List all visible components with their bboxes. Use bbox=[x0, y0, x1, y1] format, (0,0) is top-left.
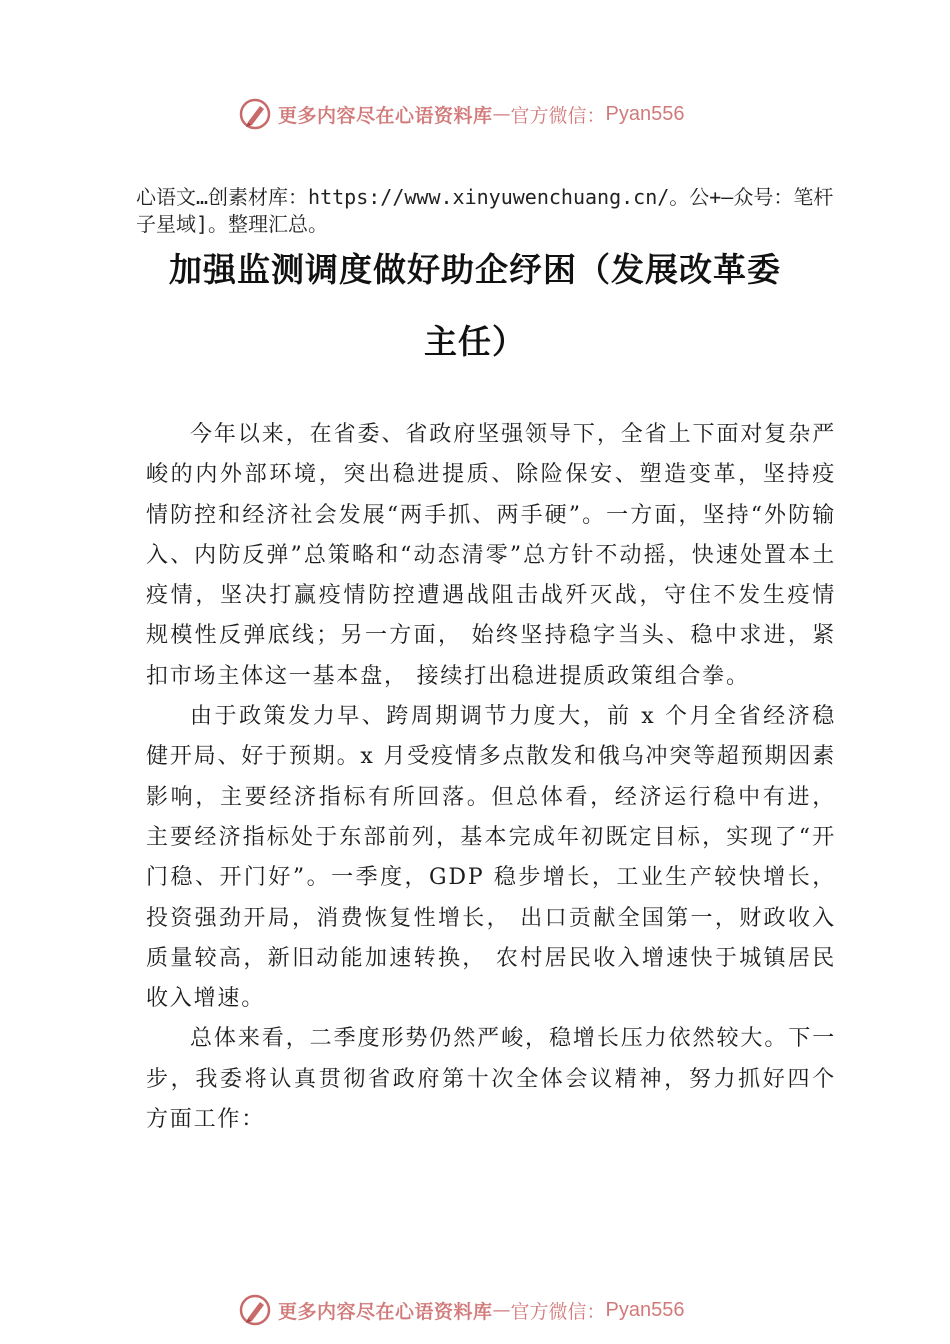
paragraph-2: 由于政策发力早、跨周期调节力度大，前 x 个月全省经济稳健开局、好于预期。x 月受疫情多点散发和俄乌冲突等超预期因素影响，主要经济指标有所回落。但总体看，经济运行稳中有进，主要经济指标处于东部前列，基本完成年初既定目标，实现了“开门稳、开门好”。一季度，GDP 稳步增长，工业生产较快增长，投资强劲开局，消费恢复性增长， 出口贡献全国第一，财政收入质量较高，新旧动能加速转换， 农村居民收入增速快于城镇居民收入增速。 bbox=[146, 704, 836, 1012]
footer-banner bbox=[238, 1290, 738, 1330]
page-title-line-1: 加强监测调度做好助企纾困（发展改革委 bbox=[169, 250, 781, 289]
paragraph-3: 总体来看，二季度形势仍然严峻，稳增长压力依然较大。下一步，我委将认真贯彻省政府第十次全体会议精神，努力抓好四个方面工作： bbox=[146, 1026, 836, 1133]
banner-wechat-id: Pyan556 bbox=[605, 1298, 685, 1321]
pen-logo-icon bbox=[238, 1293, 272, 1327]
pen-logo-icon bbox=[238, 97, 272, 131]
source-note: 心语文…创素材库：https://www.xinyuwenchuang.cn/。公+—众号：笔杆子星域]。整理汇总。 bbox=[136, 185, 834, 236]
page-title-line-2: 主任） bbox=[424, 322, 526, 361]
banner-channel: 官方微信： bbox=[510, 1300, 606, 1323]
banner-text: 更多内容尽在心语资料库 bbox=[278, 104, 493, 127]
banner-wechat-id: Pyan556 bbox=[605, 102, 685, 125]
header-banner bbox=[238, 94, 738, 134]
banner-text: 更多内容尽在心语资料库 bbox=[278, 1300, 493, 1323]
banner-dash: — bbox=[492, 1299, 511, 1321]
body-text bbox=[146, 415, 836, 1140]
banner-channel: 官方微信： bbox=[510, 104, 606, 127]
banner-dash: — bbox=[492, 103, 511, 125]
paragraph-1: 今年以来，在省委、省政府坚强领导下，全省上下面对复杂严峻的内外部环境，突出稳进提质、除险保安、塑造变革，坚持疫情防控和经济社会发展“两手抓、两手硬”。一方面，坚持“外防输入、内防反弹”总策略和“动态清零”总方针不动摇，快速处置本土疫情，坚决打赢疫情防控遭遇战阻击战歼灭战，守住不发生疫情规模性反弹底线；另一方面， 始终坚持稳字当头、稳中求进，紧扣市场主体这一基本盘， 接续打出稳进提质政策组合拳。 bbox=[146, 422, 836, 689]
